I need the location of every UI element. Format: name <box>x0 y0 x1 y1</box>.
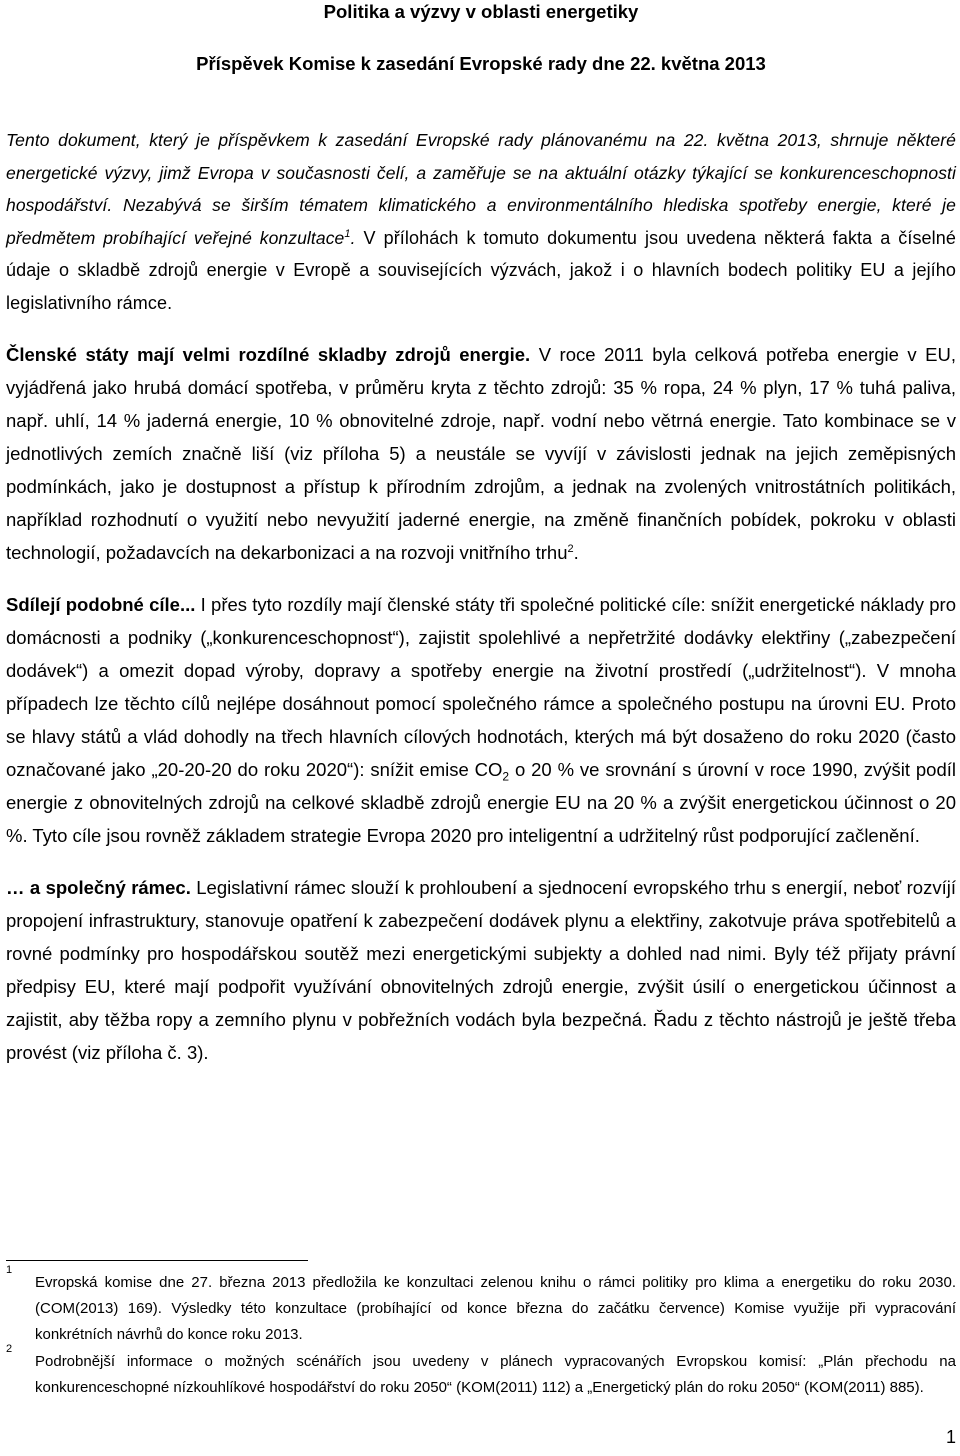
common-framework-paragraph <box>6 871 956 1069</box>
footnote-ref-2: 2 <box>567 542 574 555</box>
intro-italic-text: Tento dokument, který je příspěvkem k zasedání Evropské rady plánovanému na 22. května 2013, shrnuje některé energetické výzvy, jimž Evropa v současnosti čelí, a zaměřuje se na aktuální otázky týkající se konkurenceschopnosti hospodářství. Nezabývá se širším tématem klimatického a environmentálního hlediska spotřeby energie, které je předmětem probíhající veřejné konzultace <box>6 130 956 248</box>
co2-subscript: 2 <box>502 769 510 784</box>
document-subtitle: Příspěvek Komise k zasedání Evropské rady dne 22. května 2013 <box>196 53 766 74</box>
energy-mix-paragraph <box>6 338 956 569</box>
footnote-number: 2 <box>6 1343 13 1355</box>
document-page <box>6 0 956 1396</box>
footnote-1 <box>6 1264 956 1348</box>
footnote-2 <box>6 1343 956 1401</box>
footnotes <box>6 1264 956 1401</box>
intro-dot: . <box>350 227 356 248</box>
common-framework-lead: … a společný rámec. <box>6 877 191 898</box>
intro-plain-text: V přílohách k tomuto dokumentu jsou uvedena některá fakta a číselné údaje o skladbě zdrojů energie v Evropě a souvisejících výzvách, jakož i o hlavních bodech politiky EU a jejího legislativního rámce. <box>6 227 956 313</box>
common-goals-text-1: I přes tyto rozdíly mají členské státy tři společné politické cíle: snížit energetické náklady pro domácnosti a podniky („konkurenceschopnost“), zajistit spolehlivé a nepřetržité dodávky elektřiny („zabezpečení dodávek“) a omezit dopad výroby, dopravy a spotřeby energie na životní prostředí („udržitelnost“). V mnoha případech lze těchto cílů nejlépe dosáhnout pomocí společného rámce a společného postupu na úrovni EU. Proto se hlavy států a vlád dohodly na třech hlavních cílových hodnotách, kterých má být dosaženo do roku 2020 (často označované jako „20-20-20 do roku 2020“): snížit emise CO <box>6 594 956 780</box>
footnote-number: 1 <box>6 1264 13 1276</box>
common-goals-text-2: o 20 % ve srovnání s úrovní v roce 1990, zvýšit podíl energie z obnovitelných zdrojů na celkové skladbě zdrojů energie EU na 20 % a zvýšit energetickou účinnost o 20 %. Tyto cíle jsou rovněž základem strategie Evropa 2020 pro inteligentní a udržitelný růst podporující začlenění. <box>6 759 956 846</box>
footnote-text: Evropská komise dne 27. března 2013 předložila ke konzultaci zelenou knihu o rámci politiky pro klima a energetiku do roku 2030. (COM(2013) 169). Výsledky této konzultace (probíhající od konce března do začátku července) Komise využije při vypracování konkrétních návrhů do konce roku 2013. <box>35 1274 956 1343</box>
common-goals-paragraph <box>6 588 956 852</box>
footnote-text: Podrobnější informace o možných scénářích jsou uvedeny v plánech vypracovaných Evropskou komisí: „Plán přechodu na konkurenceschopné nízkouhlíkové hospodářství do roku 2050“ (KOM(2011) 112) a „Energetický plán do roku 2050“ (KOM(2011) 885). <box>35 1353 956 1396</box>
common-framework-text: Legislativní rámec slouží k prohloubení a sjednocení evropského trhu s energií, neboť rozvíjí propojení infrastruktury, stanovuje opatření k zabezpečení dodávek plynu a elektřiny, zakotvuje práva spotřebitelů a rovné podmínky pro hospodářskou soutěž mezi energetickými subjekty a dohled nad nimi. Byly též přijaty právní předpisy EU, které mají podpořit využívání obnovitelných zdrojů energie, zvýšit úsilí o energetickou účinnost a zajistit, aby těžba ropy a zemního plynu v pobřežních vodách byla bezpečná. Řadu z těchto nástrojů je ještě třeba provést (viz příloha č. 3). <box>6 877 956 1063</box>
page-number: 1 <box>945 1427 956 1447</box>
intro-paragraph <box>6 124 956 319</box>
common-goals-lead: Sdílejí podobné cíle... <box>6 594 196 615</box>
energy-mix-lead: Členské státy mají velmi rozdílné skladby zdrojů energie. <box>6 344 531 365</box>
footnote-ref-1: 1 <box>344 227 351 240</box>
document-title: Politika a výzvy v oblasti energetiky <box>323 1 639 22</box>
energy-mix-text: V roce 2011 byla celková potřeba energie v EU, vyjádřená jako hrubá domácí spotřeba, v průměru kryta z těchto zdrojů: 35 % ropa, 24 % plyn, 17 % tuhá paliva, např. uhlí, 14 % jaderná energie, 10 % obnovitelné zdroje, např. vodní nebo větrná energie. Tato kombinace se v jednotlivých zemích značně liší (viz příloha 5) a neustále se vyvíjí v závislosti jednak na jejich zeměpisných podmínkách, jako je dostupnost a přístup k přírodním zdrojům, a jednak na zvolených vnitrostátních politikách, například rozhodnutí o využití nebo nevyužití jaderné energie, na změně finančních pobídek, pokroku v oblasti technologií, požadavcích na dekarbonizaci a na rozvoji vnitřního trhu <box>6 344 956 563</box>
energy-mix-end: . <box>573 542 579 563</box>
footnote-divider <box>6 1260 308 1261</box>
